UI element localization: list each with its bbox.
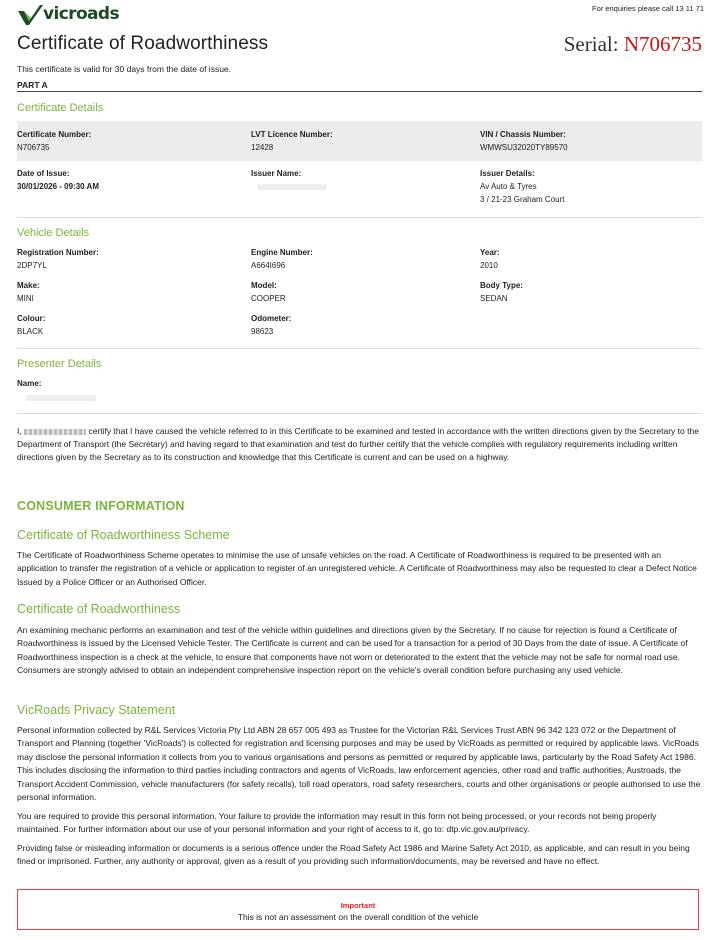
privacy-text-1: Personal information collected by R&L Services Victoria Pty Ltd ABN 28 657 005 493 as Trustee for the Victorian R&L Services Trust ABN 96 342 123 072 or the Department of Transport and Planning (together 'VicRoads') is collected for registration and licensing purposes and may be used by VicRoads as permitted or required by applicable laws. VicRoads may disclose the personal information it collects from you to various organisations and persons as permitted or required by applicable laws, particularly by the Road Safety Act 1986. This includes disclosing the information to third parties including contractors and agents of VicRoads, law enforcement agencies, other road and traffic authorities, Austroads, the Transport Accident Commission, vehicle manufacturers (for safety recalls), toll road operators, road safety researchers, courts and other organisations or people authorised to use the personal information. [17,725,701,803]
issuer-details-line2: 3 / 21-23 Graham Court [480,195,565,204]
make-label: Make: [17,281,40,290]
lvt-licence-label: LVT Licence Number: [251,130,333,139]
colour-field [17,312,45,338]
certificate-number-value: N706735 [17,143,50,152]
page-title: Certificate of Roadworthiness [17,33,269,54]
registration-number-value: 2DP7YL [17,261,47,270]
make-field [17,279,40,305]
engine-number-value: A664I696 [251,261,286,270]
year-label: Year: [480,248,500,257]
body-type-field [480,279,523,305]
engine-number-label: Engine Number: [251,248,313,257]
consumer-information-heading: CONSUMER INFORMATION [17,499,185,513]
important-notice [17,889,699,930]
year-field [480,246,500,272]
lvt-licence-field [251,128,333,154]
declaration-prefix: I, [17,426,22,436]
certificate-text: An examining mechanic performs an examination and test of the vehicle within guidelines and directions given by the Secretary. If no cause for rejection is found a Certificate of Roadworthiness is issued by the Licensed Vehicle Tester. The Certificate is current and can be used for a transaction for a period of 30 Days from the date of issue. A Certificate of Roadworthiness inspection is a check at the vehicle, to ensure that components have not worn or deteriorated to the extent that the vehicle may not be safe for normal road use. Consumers are strongly advised to obtain an independent comprehensive inspection report on the vehicle's overall condition before purchasing any used vehicle. [17,625,688,676]
issuer-name-label: Issuer Name: [251,169,302,178]
colour-label: Colour: [17,314,46,323]
year-value: 2010 [480,261,498,270]
registration-number-label: Registration Number: [17,248,99,257]
make-value: MINI [17,294,34,303]
date-of-issue-label: Date of Issue: [17,169,70,178]
issuer-details-line1: Av Auto & Tyres [480,182,537,191]
vin-field [480,128,568,154]
date-of-issue-field [17,167,99,193]
engine-number-field [251,246,313,272]
presenter-name-label: Name: [17,379,42,388]
validity-note: This certificate is valid for 30 days from the date of issue. [17,64,232,74]
important-title: Important [340,901,376,910]
divider [17,91,702,92]
redacted-presenter-name [26,395,96,401]
certificate-number-field [17,128,91,154]
issuer-details-field [480,167,564,206]
serial-value: N706735 [623,32,702,56]
serial-label: Serial: [563,32,619,56]
privacy-heading: VicRoads Privacy Statement [17,703,176,717]
certificate-number-label: Certificate Number: [17,130,92,139]
odometer-label: Odometer: [251,314,292,323]
issuer-name-field [251,167,301,180]
presenter-details-heading: Presenter Details [17,358,102,370]
issuer-details-label: Issuer Details: [480,169,535,178]
scheme-heading: Certificate of Roadworthiness Scheme [17,528,230,542]
vin-label: VIN / Chassis Number: [480,130,566,139]
redacted-tester-name [24,429,86,435]
body-type-label: Body Type: [480,281,523,290]
vin-value: WMWSU32020TY89570 [480,143,568,152]
scheme-text: The Certificate of Roadworthiness Scheme operates to minimise the use of unsafe vehicles on the road. A Certificate of Roadworthiness is required to be presented with an application to transfer the registration of a vehicle or application to register of an unregistered vehicle. A Certificate of Roadworthiness may also be requested to clear a Defect Notice Issued by a Police Officer or an Authorised Officer. [17,550,697,587]
divider [17,413,702,414]
declaration-text: certify that I have caused the vehicle referred to in this Certificate to be examined and tested in accordance with the written directions given by the Secretary to the Department of Transport (the Secretary) and having regard to that examination and test do further certify that the vehicle complies with regulatory requirements including written directions given by the Secretary as to its construction and knowledge that this Certificate is current and can be used on a highway. [17,426,699,462]
odometer-value: 98623 [251,327,274,336]
vehicle-details-heading: Vehicle Details [17,227,90,239]
presenter-name-field [17,377,41,390]
vicroads-logo-text: vicroads [43,4,120,24]
registration-number-field [17,246,99,272]
privacy-text-3: Providing false or misleading information or documents is a serious offence under the Road Safety Act 1986 and Marine Safety Act 2010, as applicable, and can result in you being fined or imprisoned. Further, any authority or approval, given as a result of you providing such information/documents, may be reversed and have no effect. [17,843,690,867]
vicroads-check-icon [17,3,43,25]
body-type-value: SEDAN [480,294,508,303]
certificate-details-heading: Certificate Details [17,102,104,114]
serial-number [564,32,702,57]
certificate-heading: Certificate of Roadworthiness [17,602,181,616]
tester-declaration [17,425,700,464]
privacy-text-2: You are required to provide this personal information. Your failure to provide the information may result in this form not being processed, or your records not being properly maintained. For further information about our use of your personal information and your right of access to it, go to: dtp.vic.gov.au/privacy. [17,811,657,835]
certificate-details-band [17,121,702,161]
lvt-licence-value: 12428 [251,143,274,152]
odometer-field [251,312,291,338]
date-of-issue-value: 30/01/2026 - 09:30 AM [17,182,99,191]
part-label: PART A [17,80,48,90]
important-text: This is not an assessment on the overall condition of the vehicle [237,912,479,922]
divider [17,217,702,218]
model-value: COOPER [251,294,286,303]
divider [17,348,702,349]
vicroads-logo [17,3,119,25]
model-field [251,279,286,305]
enquiry-phone: For enquiries please call 13 11 71 [591,4,704,13]
model-label: Model: [251,281,277,290]
redacted-issuer-name [257,184,327,190]
colour-value: BLACK [17,327,44,336]
